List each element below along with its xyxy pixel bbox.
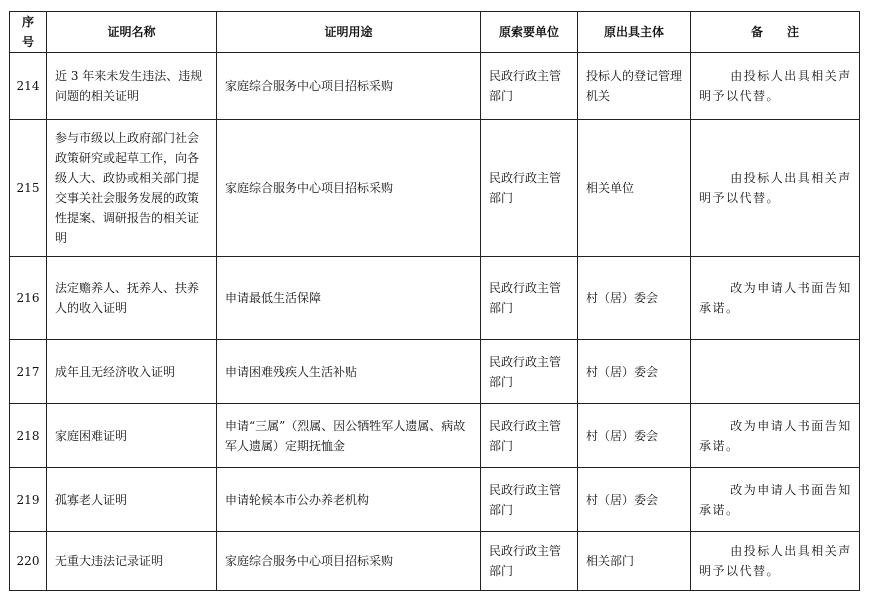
row-use: 家庭综合服务中心项目招标采购: [217, 532, 481, 591]
row-seq: 220: [10, 532, 47, 591]
table-header-row: [10, 12, 860, 53]
table-row: [10, 53, 860, 120]
header-issuer: 原出具主体: [578, 12, 691, 53]
header-use: 证明用途: [217, 12, 481, 53]
row-use: 申请“三属”（烈属、因公牺牲军人遗属、病故军人遗属）定期抚恤金: [217, 404, 481, 468]
row-use: 申请困难残疾人生活补贴: [217, 340, 481, 404]
row-use: 家庭综合服务中心项目招标采购: [217, 120, 481, 257]
row-seq: 216: [10, 257, 47, 340]
row-note: [691, 340, 860, 404]
row-seq: 215: [10, 120, 47, 257]
header-dept: 原索要单位: [481, 12, 578, 53]
row-dept: 民政行政主管部门: [481, 340, 578, 404]
row-name: 法定赡养人、抚养人、扶养人的收入证明: [47, 257, 217, 340]
header-seq: 序号: [10, 12, 47, 53]
row-seq: 214: [10, 53, 47, 120]
row-dept: 民政行政主管部门: [481, 120, 578, 257]
row-note: 由投标人出具相关声明予以代替。: [691, 53, 860, 120]
header-name: 证明名称: [47, 12, 217, 53]
row-issuer: 村（居）委会: [578, 340, 691, 404]
row-seq: 217: [10, 340, 47, 404]
table-row: [10, 257, 860, 340]
certificate-table: [9, 11, 860, 591]
row-note: 由投标人出具相关声明予以代替。: [691, 532, 860, 591]
row-dept: 民政行政主管部门: [481, 532, 578, 591]
row-name: 家庭困难证明: [47, 404, 217, 468]
row-use: 申请轮候本市公办养老机构: [217, 468, 481, 532]
row-note: 改为申请人书面告知承诺。: [691, 404, 860, 468]
row-use: 家庭综合服务中心项目招标采购: [217, 53, 481, 120]
table-row: [10, 468, 860, 532]
row-use: 申请最低生活保障: [217, 257, 481, 340]
row-name: 无重大违法记录证明: [47, 532, 217, 591]
table-row: [10, 404, 860, 468]
header-note: 备 注: [691, 12, 860, 53]
row-dept: 民政行政主管部门: [481, 257, 578, 340]
row-issuer: 相关单位: [578, 120, 691, 257]
row-name: 参与市级以上政府部门社会政策研究或起草工作，向各级人大、政协或相关部门提交事关社会服务发展的政策性提案、调研报告的相关证明: [47, 120, 217, 257]
row-name: 成年且无经济收入证明: [47, 340, 217, 404]
row-note: 改为申请人书面告知承诺。: [691, 257, 860, 340]
row-note: 改为申请人书面告知承诺。: [691, 468, 860, 532]
row-issuer: 村（居）委会: [578, 468, 691, 532]
table-row: [10, 532, 860, 591]
table-row: [10, 340, 860, 404]
row-seq: 218: [10, 404, 47, 468]
row-seq: 219: [10, 468, 47, 532]
row-name: 孤寡老人证明: [47, 468, 217, 532]
row-dept: 民政行政主管部门: [481, 53, 578, 120]
row-issuer: 村（居）委会: [578, 257, 691, 340]
row-note: 由投标人出具相关声明予以代替。: [691, 120, 860, 257]
row-issuer: 投标人的登记管理机关: [578, 53, 691, 120]
row-issuer: 相关部门: [578, 532, 691, 591]
row-name: 近 3 年来未发生违法、违规问题的相关证明: [47, 53, 217, 120]
row-dept: 民政行政主管部门: [481, 404, 578, 468]
row-dept: 民政行政主管部门: [481, 468, 578, 532]
table-row: [10, 120, 860, 257]
row-issuer: 村（居）委会: [578, 404, 691, 468]
